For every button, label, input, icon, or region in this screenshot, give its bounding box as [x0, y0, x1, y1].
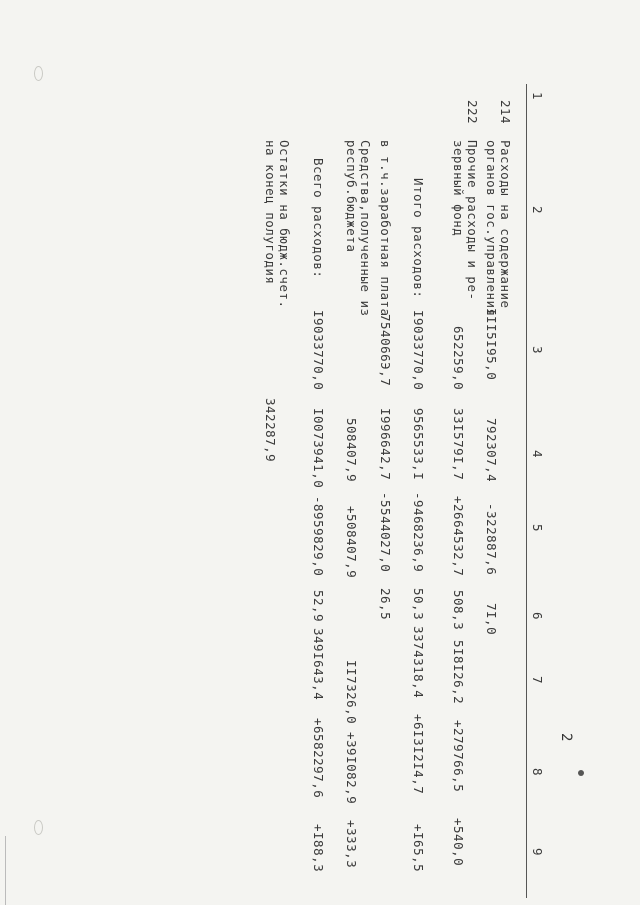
row-name-line1: Расходы на содержание — [498, 140, 513, 309]
republic-label-line1: Средства,полученные из — [358, 140, 373, 317]
grand-total-c7: 349I643,4 — [311, 628, 326, 701]
totals-c5: -9468236,9 — [411, 492, 426, 573]
ink-speck — [578, 770, 584, 776]
row-c5: +2664532,7 — [451, 496, 466, 577]
col-number-8: 8 — [530, 768, 545, 777]
wages-label: в т.ч.заработная плата — [378, 140, 393, 317]
grand-total-c4: I0073941,0 — [311, 408, 326, 489]
row-c3: III5I95,0 — [484, 308, 499, 381]
row-c3: 652259,0 — [451, 326, 466, 391]
row-c6: 508,3 — [451, 590, 466, 631]
wages-c6: 26,5 — [378, 588, 393, 621]
balance-c4: 342287,9 — [263, 398, 278, 463]
grand-total-c9: +I88,3 — [311, 824, 326, 873]
totals-label: Итого расходов: — [411, 178, 426, 299]
col-number-9: 9 — [530, 848, 545, 857]
row-c6: 7I,0 — [484, 603, 499, 636]
totals-c7: 3374318,4 — [411, 626, 426, 699]
totals-c3: I9033770,0 — [411, 310, 426, 391]
totals-c8: +6I3I2I4,7 — [411, 714, 426, 795]
republic-c7: II7326,0 — [344, 660, 359, 725]
grand-total-c5: -8959829,0 — [311, 496, 326, 577]
col-number-6: 6 — [530, 612, 545, 621]
wages-c4: I996642,7 — [378, 408, 393, 481]
wages-c5: -5544027,0 — [378, 492, 393, 573]
col-number-5: 5 — [530, 524, 545, 533]
grand-total-label: Всего расходов: — [311, 158, 326, 279]
row-c8: +279766,5 — [451, 720, 466, 793]
republic-c8: +39I082,9 — [344, 732, 359, 805]
totals-c9: +I65,5 — [411, 824, 426, 873]
col-number-7: 7 — [530, 676, 545, 685]
republic-c5: +508407,9 — [344, 506, 359, 579]
col-number-1: 1 — [530, 92, 545, 101]
balance-label-line2: на конец полугодия — [263, 140, 278, 285]
row-c9: +540,0 — [451, 818, 466, 867]
grand-total-c8: +6582297,6 — [311, 718, 326, 799]
row-name-line1: Прочие расходы и ре- — [465, 140, 480, 301]
page-number: 2 — [558, 733, 574, 742]
col-number-4: 4 — [530, 450, 545, 459]
republic-label-line2: респуб.бюджета — [344, 140, 359, 253]
col-number-2: 2 — [530, 206, 545, 215]
col-number-3: 3 — [530, 346, 545, 355]
row-name-line2: органов гос.управления — [484, 140, 499, 317]
row-c5: -322887,6 — [484, 503, 499, 576]
row-c4: 792307,4 — [484, 418, 499, 483]
totals-c4: 9565533,I — [411, 408, 426, 481]
row-code: 222 — [465, 100, 480, 125]
row-code: 214 — [498, 100, 513, 125]
grand-total-c6: 52,9 — [311, 590, 326, 623]
balance-label-line1: Остатки на бюдж.счет. — [277, 140, 292, 309]
row-c7: 5I8I26,2 — [451, 640, 466, 705]
row-c4: 33I579I,7 — [451, 408, 466, 481]
row-name-line2: зервный фонд — [451, 140, 466, 237]
republic-c4: 508407,9 — [344, 418, 359, 483]
totals-c6: 50,3 — [411, 588, 426, 621]
wages-c3: 754066Э,7 — [378, 314, 393, 387]
grand-total-c3: I9033770,0 — [311, 310, 326, 391]
republic-c9: +333,3 — [344, 820, 359, 869]
header-rule — [526, 84, 527, 898]
rotated-report-table — [0, 78, 574, 898]
